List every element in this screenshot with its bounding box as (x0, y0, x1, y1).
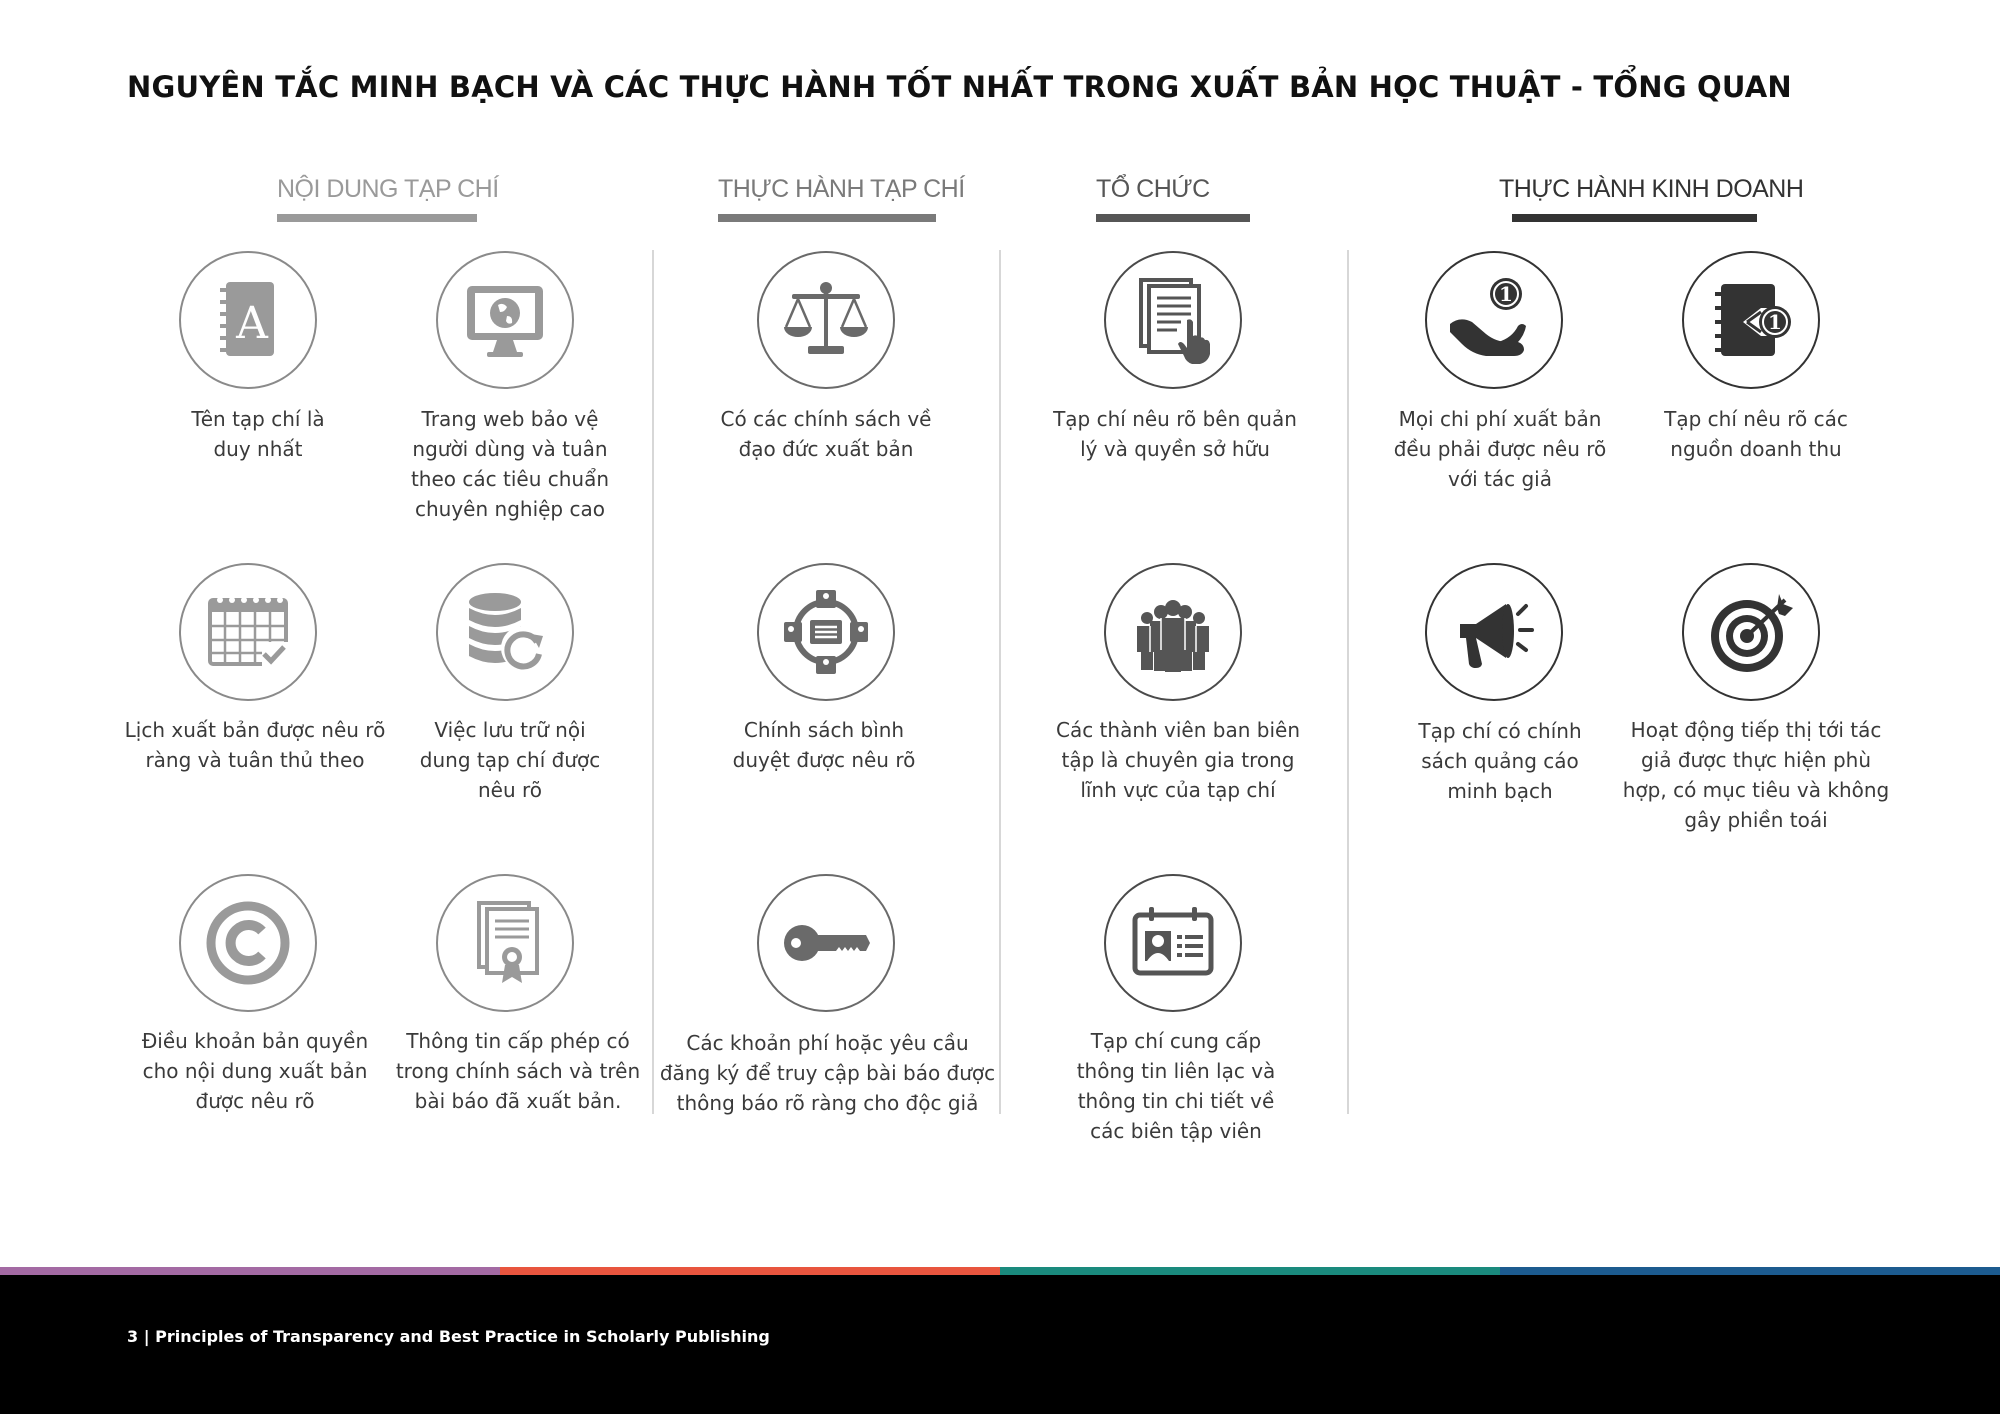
caption-publishing-costs: Mọi chi phí xuất bản đều phải được nêu rõ với tác giả (1393, 407, 1607, 491)
footer-stripe-teal (1000, 1267, 1500, 1275)
caption-journal-name: Tên tạp chí là duy nhất (191, 407, 325, 461)
caption-website: Trang web bảo vệ người dùng và tuân theo các tiêu chuẩn chuyên nghiệp cao (410, 407, 610, 521)
header-journal-practice-label: THỰC HÀNH TẠP CHÍ (718, 175, 965, 203)
caption-ethics: Có các chính sách về đạo đức xuất bản (720, 407, 932, 461)
caption-editorial-board: Các thành viên ban biên tập là chuyên gia trong lĩnh vực của tạp chí (1055, 718, 1300, 802)
footer-stripe-orange (500, 1267, 1000, 1275)
caption-access-fees: Các khoản phí hoặc yêu cầu đăng ký để truy cập bài báo được thông báo rõ ràng cho độc giả (659, 1031, 996, 1115)
header-journal-content (277, 174, 499, 222)
caption-ownership: Tạp chí nêu rõ bên quản lý và quyền sở hữu (1053, 407, 1297, 461)
copyright-icon-circle (179, 874, 317, 1012)
caption-contact: Tạp chí cung cấp thông tin liên lạc và thông tin chi tiết về các biên tập viên (1076, 1029, 1276, 1143)
column-divider (652, 250, 654, 1114)
header-organization (1096, 174, 1250, 222)
header-organization-bar (1096, 214, 1250, 222)
header-business-practice (1499, 174, 1804, 222)
caption-revenue: Tạp chí nêu rõ các nguồn doanh thu (1664, 407, 1848, 461)
archive-icon-circle (436, 563, 574, 701)
header-journal-practice-bar (718, 214, 936, 222)
schedule-icon-circle (179, 563, 317, 701)
website-icon-circle (436, 251, 574, 389)
page-title: NGUYÊN TẮC MINH BẠCH VÀ CÁC THỰC HÀNH TỐT NHẤT TRONG XUẤT BẢN HỌC THUẬT - TỔNG QUAN (127, 70, 1792, 104)
access-fees-icon-circle (757, 874, 895, 1012)
caption-advertising: Tạp chí có chính sách quảng cáo minh bạch (1418, 719, 1582, 803)
header-organization-label: TỔ CHỨC (1096, 175, 1210, 203)
id-card-icon (1125, 895, 1221, 991)
advertising-icon-circle (1425, 563, 1563, 701)
page-footer (0, 1275, 2000, 1414)
editorial-board-icon-circle (1104, 563, 1242, 701)
publishing-costs-icon-circle (1425, 251, 1563, 389)
caption-marketing: Hoạt động tiếp thị tới tác giả được thực hiện phù hợp, có mục tiêu và không gây phiền toái (1622, 718, 1890, 832)
wallet-coin-icon (1703, 272, 1799, 368)
header-business-practice-bar (1512, 214, 1757, 222)
svg-text:1: 1 (1499, 282, 1513, 306)
footer-stripe-blue (1500, 1267, 2000, 1275)
caption-copyright: Điều khoản bản quyền cho nội dung xuất bản được nêu rõ (141, 1029, 369, 1113)
calendar-check-icon (200, 584, 296, 680)
footer-stripe-purple (0, 1267, 500, 1275)
caption-archive: Việc lưu trữ nội dung tạp chí được nêu rõ (419, 718, 601, 802)
key-icon (778, 895, 874, 991)
svg-text:1: 1 (1768, 310, 1782, 334)
column-divider (999, 250, 1001, 1114)
header-journal-content-bar (277, 214, 477, 222)
target-arrow-icon (1703, 584, 1799, 680)
column-divider (1347, 250, 1349, 1114)
header-business-practice-label: THỰC HÀNH KINH DOANH (1499, 175, 1804, 203)
caption-peer-review: Chính sách bình duyệt được nêu rõ (732, 718, 916, 772)
copyright-icon (200, 895, 296, 991)
certificate-document-icon (457, 895, 553, 991)
peer-review-icon-circle (757, 563, 895, 701)
caption-schedule: Lịch xuất bản được nêu rõ ràng và tuân thủ theo (124, 718, 386, 772)
hand-coin-icon (1446, 272, 1542, 368)
megaphone-icon (1446, 584, 1542, 680)
contact-icon-circle (1104, 874, 1242, 1012)
group-people-icon (1125, 584, 1221, 680)
header-journal-practice (718, 174, 965, 222)
ethics-icon-circle (757, 251, 895, 389)
caption-licensing: Thông tin cấp phép có trong chính sách và trên bài báo đã xuất bản. (395, 1029, 641, 1113)
marketing-icon-circle (1682, 563, 1820, 701)
ownership-icon-circle (1104, 251, 1242, 389)
document-hand-icon (1125, 272, 1221, 368)
scales-icon (778, 272, 874, 368)
footer-text: 3 | Principles of Transparency and Best Practice in Scholarly Publishing (127, 1327, 770, 1346)
peer-review-circle-icon (778, 584, 874, 680)
monitor-globe-icon (457, 272, 553, 368)
revenue-icon-circle (1682, 251, 1820, 389)
database-refresh-icon (457, 584, 553, 680)
book-letter-a-icon (200, 272, 296, 368)
header-journal-content-label: NỘI DUNG TẠP CHÍ (277, 175, 499, 203)
journal-name-icon-circle (179, 251, 317, 389)
svg-text:A: A (236, 298, 268, 349)
licensing-icon-circle (436, 874, 574, 1012)
